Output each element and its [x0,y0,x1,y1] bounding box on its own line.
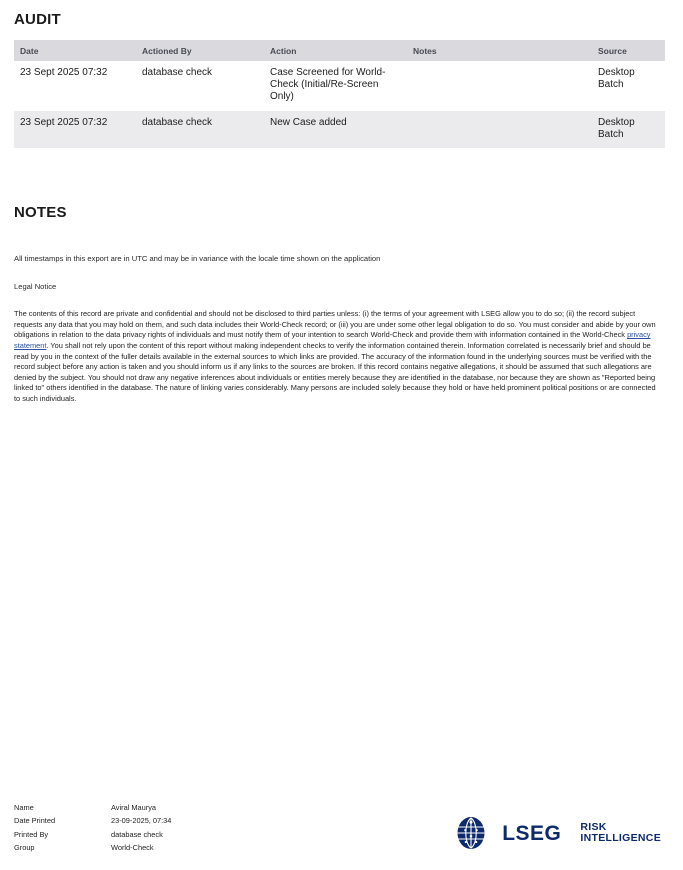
footer-value-name: Aviral Maurya [111,803,157,812]
footer-meta-row [14,804,171,811]
footer-value-group: World-Check [111,843,154,853]
cell-actioned-by: database check [136,61,264,111]
document-content [14,0,665,404]
lseg-tagline-line-1: RISK [580,821,607,834]
table-row [14,61,665,111]
footer-meta-row [14,817,171,824]
document-footer [14,804,665,860]
audit-table-head [14,40,665,61]
legal-notice-body [14,309,662,404]
cell-date: 23 Sept 2025 07:32 [14,61,136,111]
lseg-crest-icon [449,816,493,850]
page-title: AUDIT [14,11,61,28]
lseg-wordmark: LSEG [502,821,562,845]
lseg-tagline [580,822,661,844]
footer-value-date-printed: 23-09-2025, 07:34 [111,816,172,826]
audit-table [14,40,665,148]
cell-notes [407,111,592,148]
cell-action: Case Screened for World-Check (Initial/Re-Screen Only) [264,61,407,111]
footer-label-name: Name [14,803,34,812]
cell-action: New Case added [264,111,407,148]
legal-notice-label: Legal Notice [14,282,57,292]
audit-section-header [14,0,665,28]
column-header-actioned-by: Actioned By [136,40,264,61]
footer-metadata [14,804,171,858]
column-header-notes: Notes [407,40,592,61]
footer-value-printed-by: database check [111,829,163,839]
footer-meta-row [14,831,171,838]
cell-actioned-by: database check [136,111,264,148]
lseg-logo [449,816,661,850]
footer-label-group: Group [14,843,35,853]
lseg-tagline-line-2: INTELLIGENCE [580,832,661,844]
privacy-statement-link[interactable]: privacy statement [14,330,651,350]
table-row [14,111,665,148]
footer-label-date-printed: Date Printed [14,816,56,826]
utc-timestamp-note: All timestamps in this export are in UTC and may be in variance with the locale time shown on the application [14,253,381,263]
legal-text-part-1: The contents of this record are private and confidential and should not be disclosed to third parties unless: (i) the terms of your agreement with LSEG allow you to do so; (ii) the record subject requests any data that you may hold on them, and such data includes their World-Check record; or (iii) you are under some other legal obligation to do so. You must consider and abide by your own obligations in relation to the data privacy rights of individuals and must notify them of your intention to search World-Check and provide them with information contained in the World-Check [14,309,656,340]
cell-source: Desktop Batch [592,61,665,111]
column-header-source: Source [592,40,665,61]
notes-section-header [14,204,665,221]
footer-label-printed-by: Printed By [14,829,49,839]
table-header-row [14,40,665,61]
notes-title: NOTES [14,203,67,221]
cell-date: 23 Sept 2025 07:32 [14,111,136,148]
cell-source: Desktop Batch [592,111,665,148]
audit-table-body [14,61,665,148]
cell-notes [407,61,592,111]
footer-meta-row [14,844,171,851]
column-header-date: Date [14,40,136,61]
column-header-action: Action [264,40,407,61]
legal-text-part-2: . You shall not rely upon the content of this report without making independent checks to verify the information contained therein. Information correlated is necessarily brief and should be read by you in the context of the fuller details available in the external sources to which links are provided. The accuracy of the information found in the underlying sources must be verified with the record subject before any action is taken and you should inform us if any links to the sources are broken. If this record contains negative allegations, it should be assumed that such allegations are denied by the subject. You should not draw any negative inferences about individuals or entities merely because they are identified in the database, nor because they are shown as "Reported being linked to" others identified in the database. The nature of linking varies considerably. Many persons are included solely because they hold or have held prominent political positions or are connected to such individuals. [14,340,656,403]
